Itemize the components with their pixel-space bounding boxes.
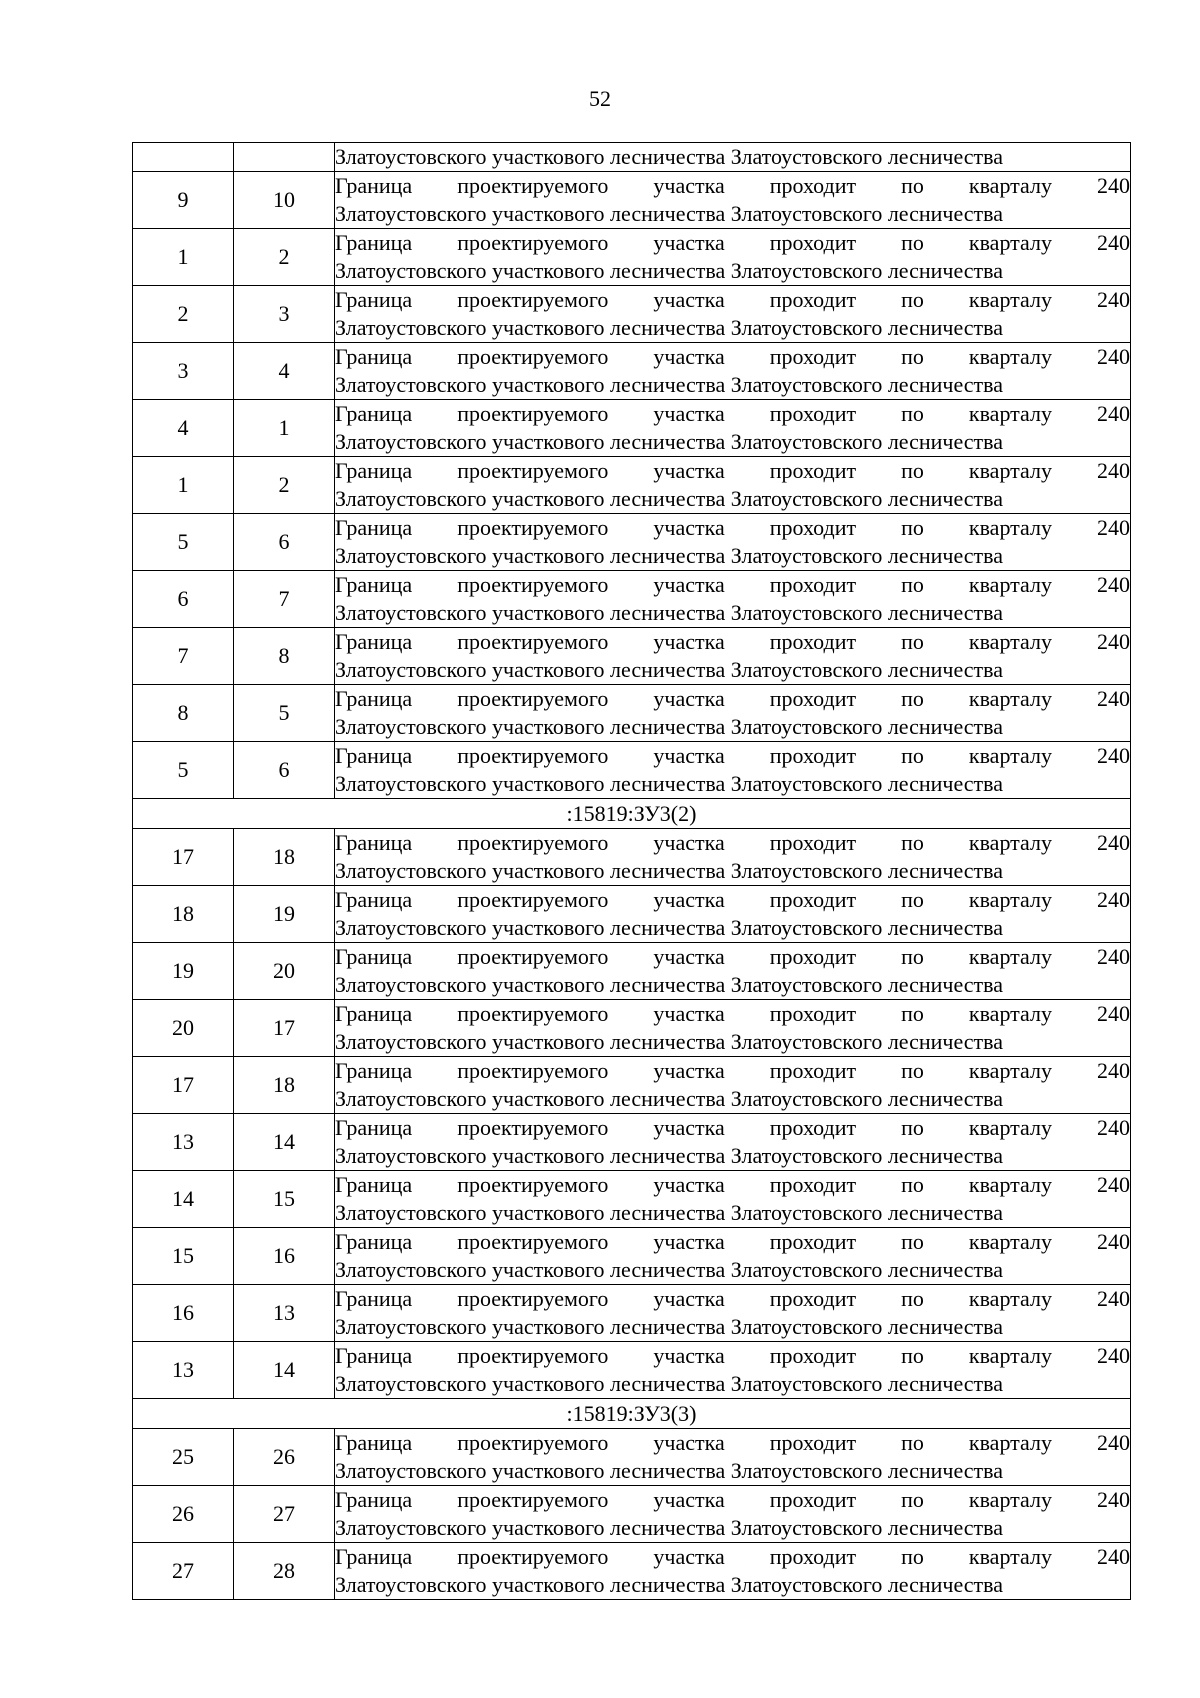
- description-cell: [335, 571, 1131, 628]
- point-to-cell: 10: [234, 172, 335, 229]
- section-label: :15819:ЗУ3(3): [133, 1399, 1131, 1429]
- description-line-2: Златоустовского участкового лесничества Златоустовского лесничества: [335, 1515, 1004, 1540]
- description-line-1: Граница проектируемого участка проходит по кварталу 240: [335, 1172, 1130, 1197]
- point-to-cell: 16: [234, 1228, 335, 1285]
- table-row: [133, 1342, 1131, 1399]
- table-row: [133, 1228, 1131, 1285]
- description-cell: [335, 229, 1131, 286]
- table-body: [133, 143, 1131, 1600]
- point-from-cell: 1: [133, 457, 234, 514]
- table-row: [133, 1000, 1131, 1057]
- description-line-1: Граница проектируемого участка проходит по кварталу 240: [335, 458, 1130, 483]
- point-from-cell: 14: [133, 1171, 234, 1228]
- description-cell: [335, 1342, 1131, 1399]
- table-row: [133, 742, 1131, 799]
- description-cell: [335, 1228, 1131, 1285]
- description-line-1: Граница проектируемого участка проходит по кварталу 240: [335, 1430, 1130, 1455]
- description-line-1: Граница проектируемого участка проходит по кварталу 240: [335, 830, 1130, 855]
- description-line-1: Граница проектируемого участка проходит по кварталу 240: [335, 887, 1130, 912]
- description-line-1: Граница проектируемого участка проходит по кварталу 240: [335, 572, 1130, 597]
- description-cell: [335, 514, 1131, 571]
- description-line-1: Граница проектируемого участка проходит по кварталу 240: [335, 287, 1130, 312]
- point-from-cell: 17: [133, 829, 234, 886]
- table-row: [133, 943, 1131, 1000]
- description-line-1: Граница проектируемого участка проходит по кварталу 240: [335, 515, 1130, 540]
- description-line-2: Златоустовского участкового лесничества Златоустовского лесничества: [335, 1200, 1004, 1225]
- point-to-cell: 20: [234, 943, 335, 1000]
- point-to-cell: 2: [234, 457, 335, 514]
- description-line-2: Златоустовского участкового лесничества Златоустовского лесничества: [335, 858, 1004, 883]
- point-from-cell: 13: [133, 1342, 234, 1399]
- description-line-2: Златоустовского участкового лесничества Златоустовского лесничества: [335, 543, 1004, 568]
- point-to-cell: 5: [234, 685, 335, 742]
- description-cell: [335, 628, 1131, 685]
- point-from-cell: 16: [133, 1285, 234, 1342]
- description-line-1: Граница проектируемого участка проходит по кварталу 240: [335, 686, 1130, 711]
- point-from-cell: 7: [133, 628, 234, 685]
- section-header-row: [133, 799, 1131, 829]
- description-cell: [335, 1000, 1131, 1057]
- point-from-cell: 13: [133, 1114, 234, 1171]
- point-to-cell: 3: [234, 286, 335, 343]
- point-to-cell: 18: [234, 829, 335, 886]
- table-row: [133, 172, 1131, 229]
- page-number: 52: [589, 86, 611, 111]
- description-line-1: Граница проектируемого участка проходит по кварталу 240: [335, 1487, 1130, 1512]
- point-from-cell: 9: [133, 172, 234, 229]
- table-row: [133, 1486, 1131, 1543]
- description-cell: [335, 829, 1131, 886]
- description-line-2: Златоустовского участкового лесничества Златоустовского лесничества: [335, 1029, 1004, 1054]
- description-cell: [335, 172, 1131, 229]
- description-line-2: Златоустовского участкового лесничества Златоустовского лесничества: [335, 714, 1004, 739]
- point-to-cell: 28: [234, 1543, 335, 1600]
- description-cell: [335, 943, 1131, 1000]
- point-to-cell: 14: [234, 1342, 335, 1399]
- point-from-cell: 15: [133, 1228, 234, 1285]
- point-from-cell: 17: [133, 1057, 234, 1114]
- description-line-1: Граница проектируемого участка проходит по кварталу 240: [335, 629, 1130, 654]
- table-row: [133, 457, 1131, 514]
- table-row: [133, 571, 1131, 628]
- table-row: [133, 1543, 1131, 1600]
- point-to-cell: 13: [234, 1285, 335, 1342]
- description-line-1: Граница проектируемого участка проходит по кварталу 240: [335, 1115, 1130, 1140]
- description-line-2: Златоустовского участкового лесничества Златоустовского лесничества: [335, 771, 1004, 796]
- table-row: [133, 628, 1131, 685]
- description-line-1: Граница проектируемого участка проходит по кварталу 240: [335, 1058, 1130, 1083]
- table-row: [133, 286, 1131, 343]
- point-from-cell: 2: [133, 286, 234, 343]
- description-line-2: Златоустовского участкового лесничества Златоустовского лесничества: [335, 1314, 1004, 1339]
- point-to-cell: 7: [234, 571, 335, 628]
- table-row-continued: [133, 143, 1131, 172]
- description-line-1: Граница проектируемого участка проходит по кварталу 240: [335, 1544, 1130, 1569]
- description-line-1: Граница проектируемого участка проходит по кварталу 240: [335, 1343, 1130, 1368]
- description-cell: [335, 685, 1131, 742]
- point-from-cell: 26: [133, 1486, 234, 1543]
- point-from-cell: 4: [133, 400, 234, 457]
- point-from-cell: 5: [133, 742, 234, 799]
- description-cell: [335, 1486, 1131, 1543]
- description-cell: [335, 343, 1131, 400]
- description-line-2: Златоустовского участкового лесничества Златоустовского лесничества: [335, 972, 1004, 997]
- table-row: [133, 886, 1131, 943]
- description-line-2: Златоустовского участкового лесничества Златоустовского лесничества: [335, 1086, 1004, 1111]
- point-to-cell: 17: [234, 1000, 335, 1057]
- point-to-cell: 4: [234, 343, 335, 400]
- description-line-2: Златоустовского участкового лесничества Златоустовского лесничества: [335, 144, 1004, 169]
- point-to-cell: [234, 143, 335, 172]
- description-cell: [335, 1057, 1131, 1114]
- description-cell: [335, 400, 1131, 457]
- description-cell: [335, 886, 1131, 943]
- point-to-cell: 6: [234, 514, 335, 571]
- description-line-2: Златоустовского участкового лесничества Златоустовского лесничества: [335, 201, 1004, 226]
- point-to-cell: 2: [234, 229, 335, 286]
- description-line-1: Граница проектируемого участка проходит по кварталу 240: [335, 944, 1130, 969]
- section-header-row: [133, 1399, 1131, 1429]
- table-row: [133, 400, 1131, 457]
- point-to-cell: 14: [234, 1114, 335, 1171]
- description-line-2: Златоустовского участкового лесничества Златоустовского лесничества: [335, 657, 1004, 682]
- description-line-2: Златоустовского участкового лесничества Златоустовского лесничества: [335, 372, 1004, 397]
- description-cell: [335, 1429, 1131, 1486]
- description-line-2: Златоустовского участкового лесничества Златоустовского лесничества: [335, 1143, 1004, 1168]
- table-row: [133, 829, 1131, 886]
- point-from-cell: 18: [133, 886, 234, 943]
- description-line-2: Златоустовского участкового лесничества Златоустовского лесничества: [335, 1572, 1004, 1597]
- point-from-cell: 3: [133, 343, 234, 400]
- description-line-2: Златоустовского участкового лесничества Златоустовского лесничества: [335, 915, 1004, 940]
- description-line-1: Граница проектируемого участка проходит по кварталу 240: [335, 401, 1130, 426]
- description-line-1: Граница проектируемого участка проходит по кварталу 240: [335, 1286, 1130, 1311]
- point-to-cell: 15: [234, 1171, 335, 1228]
- point-from-cell: 25: [133, 1429, 234, 1486]
- point-from-cell: 1: [133, 229, 234, 286]
- table-row: [133, 229, 1131, 286]
- description-line-2: Златоустовского участкового лесничества Златоустовского лесничества: [335, 1458, 1004, 1483]
- description-cell: [335, 143, 1131, 172]
- point-to-cell: 6: [234, 742, 335, 799]
- description-cell: [335, 1171, 1131, 1228]
- description-line-1: Граница проектируемого участка проходит по кварталу 240: [335, 1001, 1130, 1026]
- description-line-2: Златоустовского участкового лесничества Златоустовского лесничества: [335, 1257, 1004, 1282]
- description-cell: [335, 1543, 1131, 1600]
- description-line-2: Златоустовского участкового лесничества Златоустовского лесничества: [335, 486, 1004, 511]
- point-to-cell: 27: [234, 1486, 335, 1543]
- table-row: [133, 514, 1131, 571]
- section-label: :15819:ЗУ3(2): [133, 799, 1131, 829]
- point-from-cell: 19: [133, 943, 234, 1000]
- point-to-cell: 18: [234, 1057, 335, 1114]
- description-cell: [335, 742, 1131, 799]
- description-line-1: Граница проектируемого участка проходит по кварталу 240: [335, 173, 1130, 198]
- point-from-cell: 20: [133, 1000, 234, 1057]
- description-line-1: Граница проектируемого участка проходит по кварталу 240: [335, 344, 1130, 369]
- description-line-1: Граница проектируемого участка проходит по кварталу 240: [335, 1229, 1130, 1254]
- table-row: [133, 1171, 1131, 1228]
- description-line-1: Граница проектируемого участка проходит по кварталу 240: [335, 230, 1130, 255]
- table-row: [133, 685, 1131, 742]
- point-from-cell: [133, 143, 234, 172]
- table-row: [133, 1285, 1131, 1342]
- point-to-cell: 19: [234, 886, 335, 943]
- table-row: [133, 343, 1131, 400]
- point-from-cell: 8: [133, 685, 234, 742]
- table-row: [133, 1429, 1131, 1486]
- point-to-cell: 1: [234, 400, 335, 457]
- description-line-2: Златоустовского участкового лесничества Златоустовского лесничества: [335, 600, 1004, 625]
- description-cell: [335, 457, 1131, 514]
- point-to-cell: 26: [234, 1429, 335, 1486]
- description-cell: [335, 1114, 1131, 1171]
- table-row: [133, 1114, 1131, 1171]
- description-cell: [335, 286, 1131, 343]
- table-row: [133, 1057, 1131, 1114]
- description-line-2: Златоустовского участкового лесничества Златоустовского лесничества: [335, 429, 1004, 454]
- description-line-1: Граница проектируемого участка проходит по кварталу 240: [335, 743, 1130, 768]
- description-line-2: Златоустовского участкового лесничества Златоустовского лесничества: [335, 258, 1004, 283]
- boundary-table: [132, 142, 1131, 1600]
- point-from-cell: 6: [133, 571, 234, 628]
- point-to-cell: 8: [234, 628, 335, 685]
- description-cell: [335, 1285, 1131, 1342]
- point-from-cell: 5: [133, 514, 234, 571]
- description-line-2: Златоустовского участкового лесничества Златоустовского лесничества: [335, 1371, 1004, 1396]
- description-line-2: Златоустовского участкового лесничества Златоустовского лесничества: [335, 315, 1004, 340]
- point-from-cell: 27: [133, 1543, 234, 1600]
